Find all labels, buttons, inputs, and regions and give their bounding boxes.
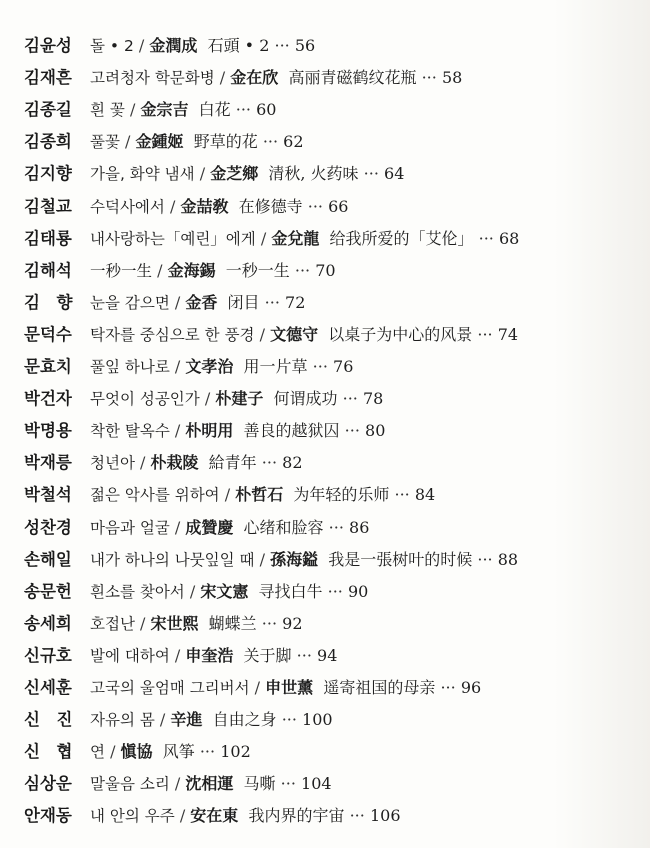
toc-page-number: 88	[497, 550, 519, 569]
toc-separator: /	[194, 164, 211, 183]
toc-author-chinese: 金宗吉	[140, 100, 189, 119]
toc-page-number: 72	[285, 293, 306, 312]
toc-entry	[24, 63, 462, 93]
toc-title-chinese: 马嘶	[243, 774, 276, 793]
toc-author-korean: 문덕수	[24, 325, 72, 344]
toc-separator: /	[199, 389, 216, 408]
toc-separator: /	[184, 582, 201, 601]
toc-leader-dots: ···	[307, 197, 323, 216]
toc-leader-dots: ···	[264, 293, 280, 312]
toc-author-korean: 박철석	[24, 485, 72, 504]
toc-separator: /	[174, 806, 191, 825]
toc-entry	[24, 416, 385, 446]
toc-title-chinese: 我内界的宇宙	[248, 806, 345, 825]
toc-title-chinese: 为年轻的乐师	[293, 485, 390, 504]
toc-title-chinese: 一秒一生	[225, 261, 290, 280]
toc-page-number: 74	[497, 325, 519, 344]
toc-author-chinese: 申奎浩	[185, 646, 234, 665]
toc-author-korean: 송문헌	[24, 582, 72, 601]
toc-title-chinese: 給青年	[208, 453, 257, 472]
toc-author-korean: 김태룡	[24, 229, 72, 248]
toc-leader-dots: ···	[294, 261, 311, 280]
toc-separator: /	[169, 293, 186, 312]
toc-title-korean: 내 안의 우주	[90, 807, 175, 825]
toc-entry	[24, 448, 303, 478]
toc-author-korean: 김종희	[24, 132, 72, 151]
toc-leader-dots: ···	[296, 646, 312, 665]
toc-author-chinese: 文德守	[270, 325, 319, 344]
toc-entry	[24, 288, 305, 318]
toc-separator: /	[134, 453, 151, 472]
toc-author-chinese: 愼協	[120, 742, 153, 761]
toc-separator: /	[134, 614, 151, 633]
toc-page-number: 62	[283, 132, 304, 151]
toc-author-korean: 성찬경	[24, 518, 72, 537]
toc-author-korean: 신규호	[24, 646, 72, 665]
toc-leader-dots: ···	[440, 678, 456, 697]
toc-author-korean: 박명용	[24, 421, 72, 440]
toc-leader-dots: ···	[261, 614, 278, 633]
toc-title-chinese: 闭目	[227, 293, 260, 312]
toc-leader-dots: ···	[281, 710, 297, 729]
toc-separator: /	[133, 36, 150, 55]
toc-separator: /	[214, 68, 231, 87]
toc-title-chinese: 蝴蝶兰	[208, 614, 257, 633]
toc-author-korean: 송세희	[24, 614, 72, 633]
toc-author-korean: 박건자	[24, 389, 72, 408]
toc-separator: /	[164, 197, 181, 216]
toc-page-number: 66	[328, 197, 349, 216]
toc-leader-dots: ···	[342, 389, 358, 408]
toc-title-korean: 흰소를 찾아서	[90, 583, 185, 601]
toc-author-korean: 문효치	[24, 357, 72, 376]
toc-title-chinese: 自由之身	[212, 710, 277, 729]
toc-author-chinese: 金海錫	[167, 261, 216, 280]
toc-separator: /	[124, 100, 141, 119]
toc-page-number: 102	[220, 742, 251, 761]
toc-title-korean: 내사랑하는「예린」에게	[90, 230, 256, 248]
toc-title-korean: 호접난	[90, 615, 135, 633]
toc-entry	[24, 673, 481, 703]
page-edge-shadow	[554, 0, 650, 848]
toc-entry	[24, 224, 519, 254]
toc-title-korean: 젊은 악사를 위하여	[90, 486, 220, 504]
toc-author-chinese: 申世薰	[265, 678, 314, 697]
toc-page-number: 82	[282, 453, 303, 472]
toc-title-korean: 자유의 몸	[90, 711, 155, 729]
toc-page-number: 70	[315, 261, 336, 280]
toc-author-korean: 박재릉	[24, 453, 72, 472]
toc-title-chinese: 寻找白牛	[258, 582, 323, 601]
toc-title-korean: 눈을 감으면	[90, 294, 170, 312]
toc-entry	[24, 641, 337, 671]
toc-separator: /	[169, 518, 186, 537]
toc-title-korean: 가을, 화약 냄새	[90, 165, 195, 183]
toc-leader-dots: ···	[394, 485, 410, 504]
toc-title-korean: 마음과 얼굴	[90, 519, 170, 537]
toc-leader-dots: ···	[344, 421, 360, 440]
toc-leader-dots: ···	[478, 229, 494, 248]
toc-title-korean: 연	[90, 743, 105, 761]
toc-entry	[24, 769, 332, 799]
toc-author-chinese: 金芝鄉	[210, 164, 259, 183]
toc-title-chinese: 风筝	[162, 742, 195, 761]
toc-author-korean: 손해일	[24, 550, 72, 569]
toc-entry	[24, 513, 369, 543]
toc-entry	[24, 480, 435, 510]
toc-page-number: 76	[333, 357, 354, 376]
toc-entry	[24, 737, 251, 767]
toc-leader-dots: ···	[235, 100, 251, 119]
toc-entry	[24, 545, 518, 575]
toc-author-chinese: 金在欣	[230, 68, 279, 87]
toc-leader-dots: ···	[349, 806, 365, 825]
toc-leader-dots: ···	[421, 68, 437, 87]
toc-entry	[24, 352, 353, 382]
toc-title-korean: 말울음 소리	[90, 775, 170, 793]
toc-separator: /	[255, 229, 272, 248]
toc-leader-dots: ···	[274, 36, 290, 55]
toc-title-chinese: 用一片草	[243, 357, 308, 376]
toc-separator: /	[169, 646, 186, 665]
toc-separator: /	[169, 421, 186, 440]
toc-entry	[24, 705, 333, 735]
toc-author-korean: 심상운	[24, 774, 72, 793]
toc-page-number: 92	[282, 614, 303, 633]
toc-page-number: 86	[349, 518, 370, 537]
toc-page-number: 106	[369, 806, 401, 825]
toc-separator: /	[169, 357, 186, 376]
toc-author-chinese: 辛進	[170, 710, 203, 729]
toc-title-korean: 풀꽃	[90, 133, 120, 151]
toc-entry	[24, 384, 383, 414]
toc-title-chinese: 石頭 • 2	[207, 36, 270, 55]
toc-leader-dots: ···	[327, 582, 343, 601]
toc-entry	[24, 192, 348, 222]
toc-page-number: 64	[384, 164, 405, 183]
toc-leader-dots: ···	[363, 164, 379, 183]
toc-author-korean: 신세훈	[24, 678, 72, 697]
toc-title-chinese: 关于脚	[243, 646, 292, 665]
toc-author-chinese: 金兌龍	[271, 229, 320, 248]
toc-author-chinese: 金喆敎	[180, 197, 229, 216]
toc-page-number: 80	[365, 421, 386, 440]
toc-leader-dots: ···	[280, 774, 296, 793]
toc-page-number: 58	[441, 68, 463, 87]
toc-entry	[24, 256, 336, 286]
toc-title-chinese: 心绪和脸容	[243, 518, 324, 537]
toc-author-chinese: 成贊慶	[185, 518, 234, 537]
toc-page-number: 60	[256, 100, 277, 119]
toc-title-chinese: 高丽青磁鹤纹花瓶	[288, 68, 417, 87]
toc-leader-dots: ···	[262, 132, 279, 151]
toc-author-korean: 안재동	[24, 806, 72, 825]
toc-author-chinese: 宋文憲	[200, 582, 249, 601]
toc-separator: /	[104, 742, 121, 761]
toc-title-korean: 돌 • 2	[90, 37, 134, 55]
toc-separator: /	[254, 325, 271, 344]
toc-author-korean: 김재흔	[24, 68, 72, 87]
toc-title-korean: 고국의 울엄매 그리버서	[90, 679, 250, 697]
toc-title-korean: 탁자를 중심으로 한 풍경	[90, 326, 255, 344]
toc-title-korean: 무엇이 성공인가	[90, 390, 200, 408]
toc-author-chinese: 沈相運	[185, 774, 234, 793]
toc-page-number: 68	[498, 229, 520, 248]
toc-title-korean: 풀잎 하나로	[90, 358, 170, 376]
toc-title-chinese: 给我所爱的「艾伦」	[329, 229, 474, 248]
toc-entry	[24, 801, 401, 831]
toc-separator: /	[254, 550, 271, 569]
toc-title-korean: 一秒一生	[90, 262, 153, 280]
toc-entry	[24, 609, 303, 639]
toc-author-chinese: 朴哲石	[235, 485, 284, 504]
toc-title-korean: 고려청자 학문화병	[90, 69, 215, 87]
toc-title-chinese: 以桌子为中心的风景	[328, 325, 473, 344]
toc-author-chinese: 金香	[185, 293, 218, 312]
toc-leader-dots: ···	[199, 742, 216, 761]
toc-page-number: 90	[347, 582, 369, 601]
toc-author-korean: 김지향	[24, 164, 72, 183]
toc-entry	[24, 577, 368, 607]
toc-author-chinese: 金鍾姬	[135, 132, 184, 151]
toc-page-number: 84	[414, 485, 436, 504]
toc-author-korean: 김종길	[24, 100, 72, 119]
toc-title-korean: 청년아	[90, 454, 135, 472]
toc-entry	[24, 31, 315, 61]
toc-title-chinese: 何谓成功	[273, 389, 338, 408]
toc-title-korean: 수덕사에서	[90, 198, 165, 216]
toc-entry	[24, 320, 518, 350]
toc-author-chinese: 宋世熙	[150, 614, 199, 633]
toc-page-number: 94	[317, 646, 338, 665]
toc-leader-dots: ···	[477, 325, 493, 344]
toc-title-chinese: 清秋, 火药味	[268, 164, 359, 183]
toc-author-korean: 김윤성	[24, 36, 72, 55]
toc-page-number: 96	[460, 678, 482, 697]
toc-author-korean: 신 진	[24, 710, 73, 729]
toc-author-chinese: 朴建子	[215, 389, 264, 408]
toc-title-korean: 흰 꽃	[90, 101, 125, 119]
toc-author-chinese: 金潤成	[149, 36, 198, 55]
toc-separator: /	[249, 678, 266, 697]
toc-leader-dots: ···	[477, 550, 493, 569]
toc-entry	[24, 159, 404, 189]
toc-page-number: 56	[294, 36, 316, 55]
toc-title-korean: 내가 하나의 나뭇잎일 때	[90, 551, 255, 569]
toc-leader-dots: ···	[312, 357, 328, 376]
toc-separator: /	[169, 774, 186, 793]
toc-title-chinese: 善良的越狱囚	[243, 421, 340, 440]
toc-author-chinese: 朴明用	[185, 421, 234, 440]
toc-title-chinese: 我是一張树叶的时候	[328, 550, 473, 569]
toc-page-number: 104	[301, 774, 332, 793]
toc-title-chinese: 野草的花	[193, 132, 258, 151]
toc-entry	[24, 95, 276, 125]
toc-separator: /	[154, 710, 171, 729]
toc-leader-dots: ···	[328, 518, 344, 537]
toc-title-korean: 착한 탈옥수	[90, 422, 170, 440]
toc-author-chinese: 朴栽陵	[150, 453, 199, 472]
toc-page-number: 78	[362, 389, 384, 408]
toc-author-korean: 김철교	[24, 197, 72, 216]
toc-leader-dots: ···	[261, 453, 278, 472]
toc-title-korean: 발에 대하여	[90, 647, 170, 665]
toc-separator: /	[219, 485, 236, 504]
toc-separator: /	[119, 132, 136, 151]
toc-separator: /	[152, 261, 168, 280]
toc-author-korean: 김 향	[24, 293, 73, 312]
toc-author-korean: 김해석	[24, 261, 72, 280]
toc-author-chinese: 文孝治	[185, 357, 234, 376]
toc-author-chinese: 安在東	[190, 806, 239, 825]
toc-entry	[24, 127, 304, 157]
toc-title-chinese: 在修德寺	[238, 197, 303, 216]
toc-author-chinese: 孫海鎰	[270, 550, 319, 569]
toc-author-korean: 신 협	[24, 742, 73, 761]
toc-page-number: 100	[302, 710, 333, 729]
toc-title-chinese: 遥寄祖国的母亲	[323, 678, 436, 697]
toc-title-chinese: 白花	[198, 100, 231, 119]
